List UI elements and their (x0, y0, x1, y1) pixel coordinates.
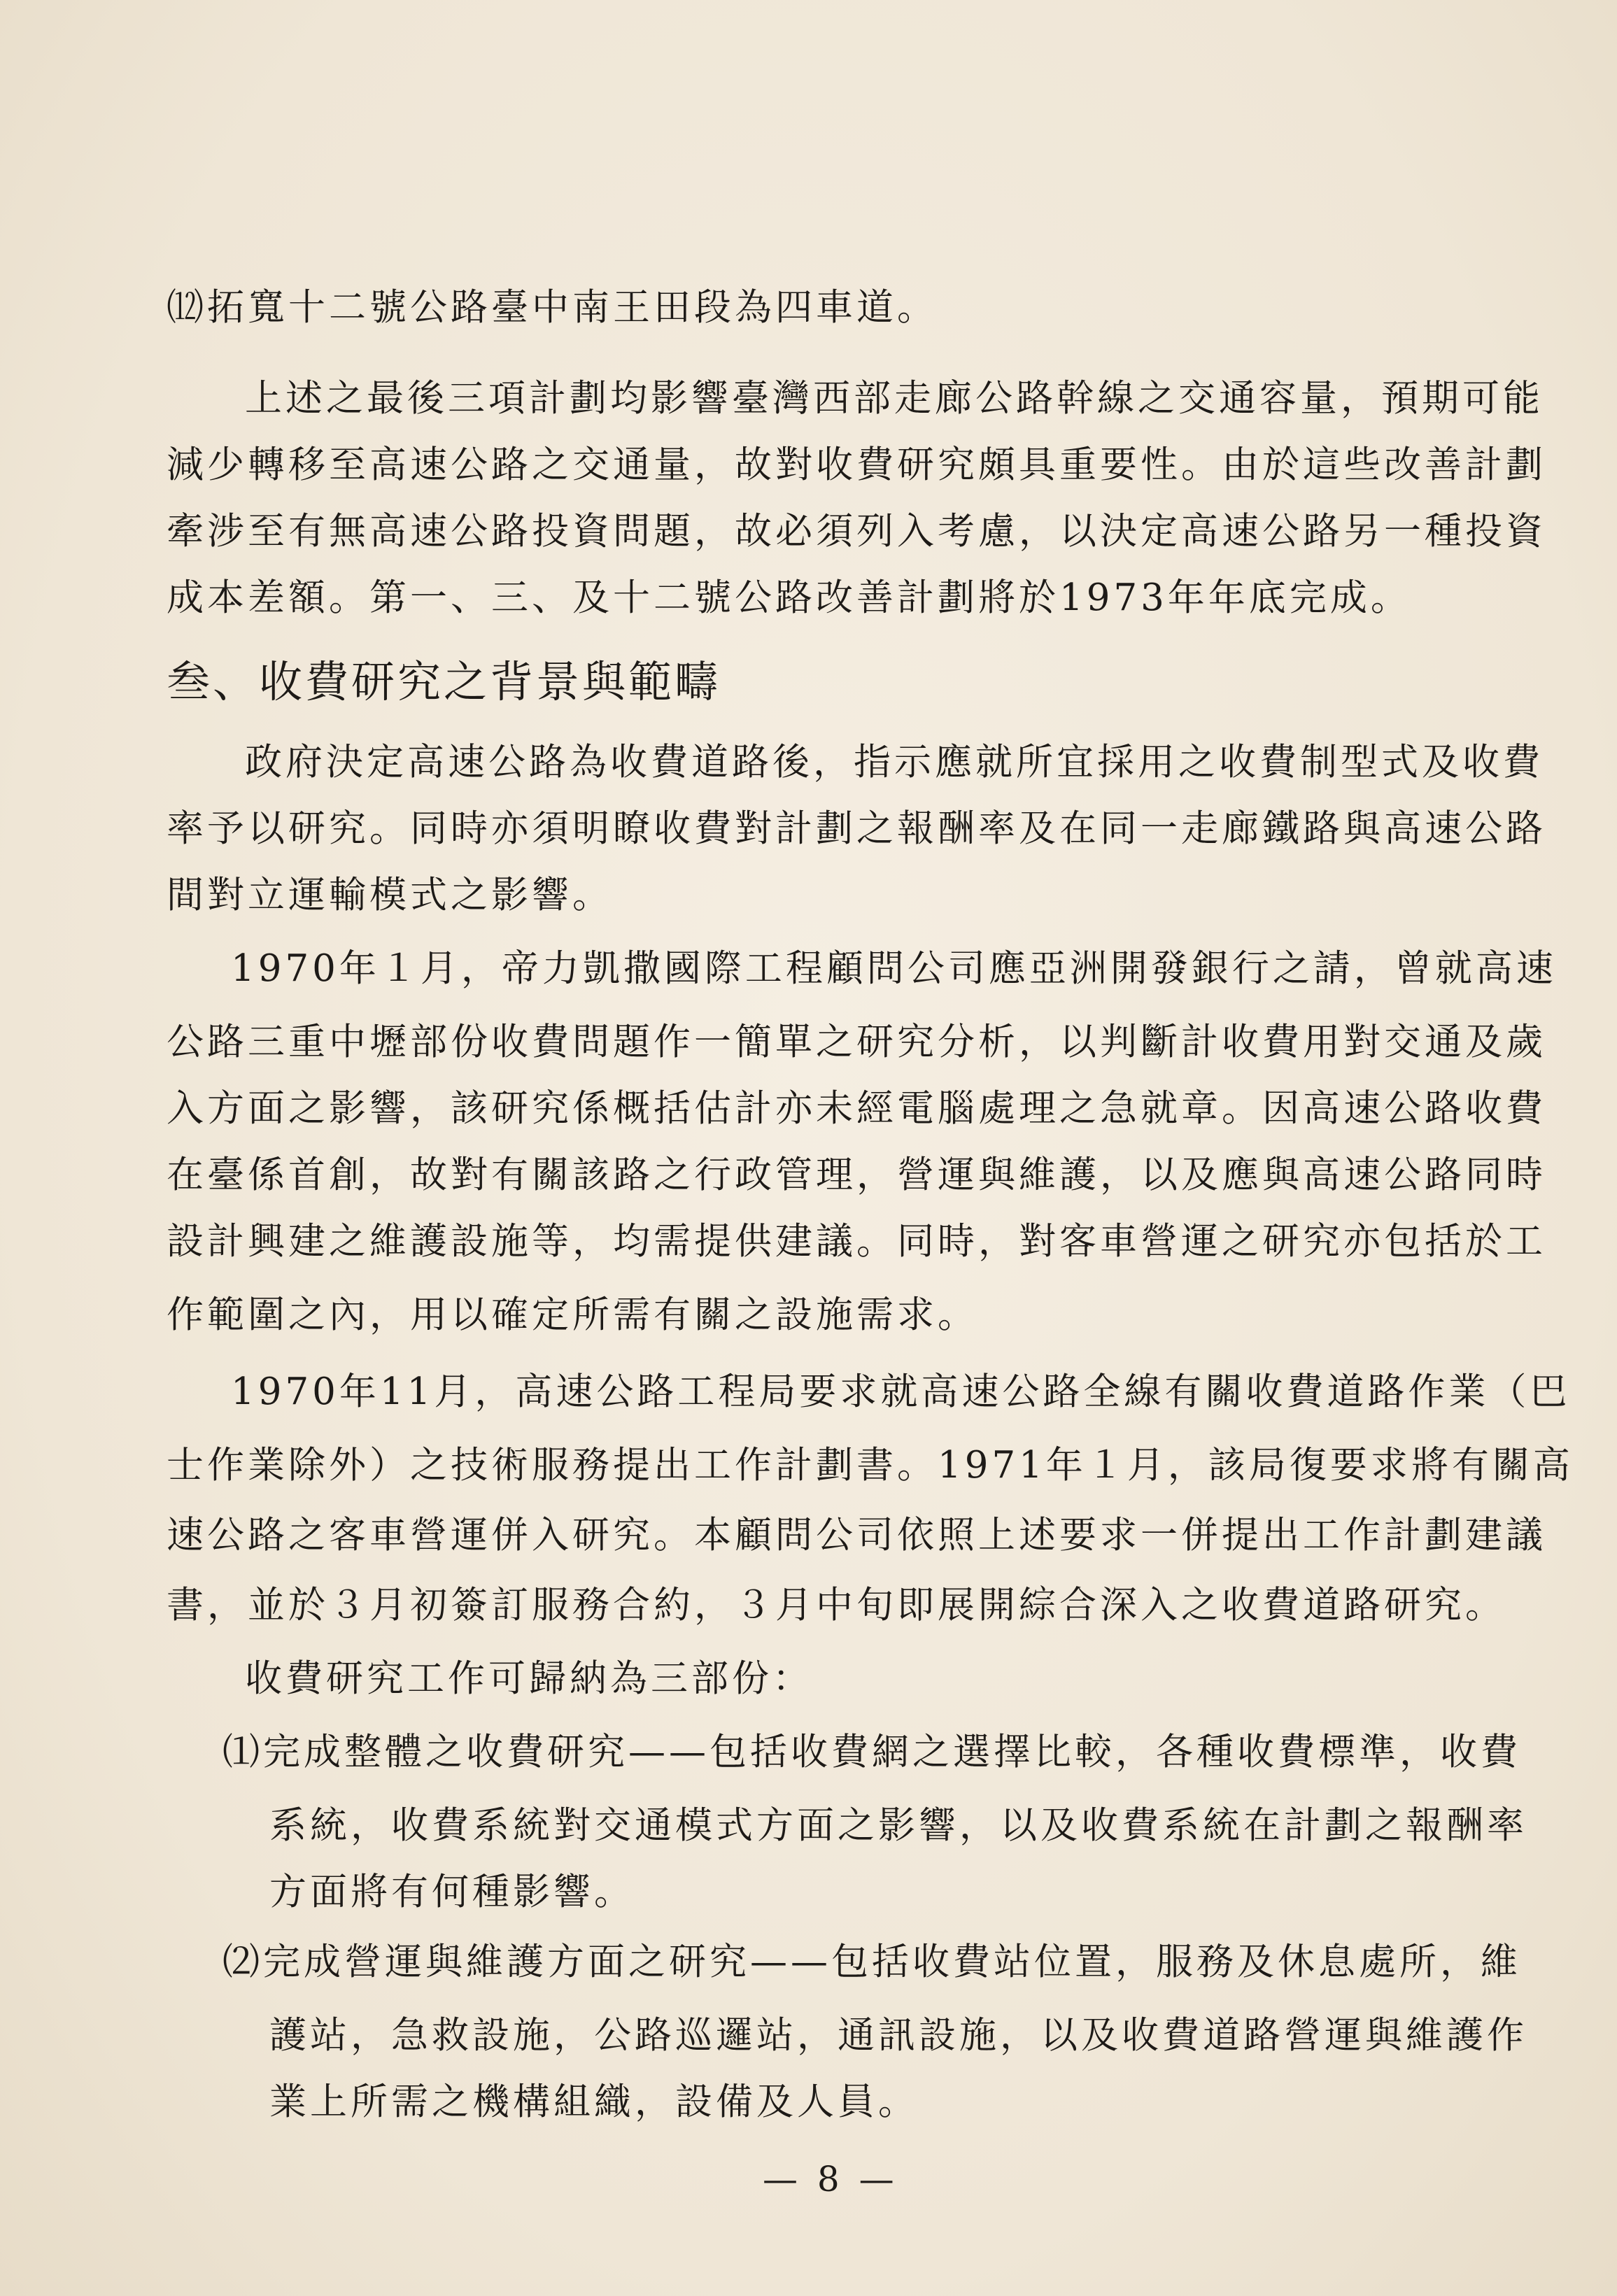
list-item-2: ⑵完成營運與維護方面之研究——包括收費站位置，服務及休息處所，維 (223, 1941, 1521, 1983)
paragraph-line: 入方面之影響，該研究係概括估計亦未經電腦處理之急就章。因高速公路收費 (167, 1087, 1546, 1130)
paragraph-line: 速公路之客車營運併入研究。本顧問公司依照上述要求一併提出工作計劃建議 (167, 1514, 1546, 1557)
paragraph-line: 1970年11月，高速公路工程局要求就高速公路全線有關收費道路作業（巴 (231, 1370, 1571, 1413)
paragraph-line: 收費研究工作可歸納為三部份： (245, 1657, 813, 1700)
paragraph-line: 成本差額。第一、三、及十二號公路改善計劃將於1973年年底完成。 (167, 576, 1411, 619)
paragraph-line: 率予以研究。同時亦須明瞭收費對計劃之報酬率及在同一走廊鐵路與高速公路 (167, 807, 1546, 850)
section-heading: 叁、收費研究之背景與範疇 (167, 656, 721, 707)
page-number: — 8 — (763, 2159, 898, 2199)
paragraph-line: 牽涉至有無高速公路投資問題，故必須列入考慮，以決定高速公路另一種投資 (167, 510, 1546, 553)
paragraph-line: 1970年１月，帝力凱撒國際工程顧問公司應亞洲開發銀行之請，曾就高速 (231, 947, 1557, 990)
paragraph-line: 間對立運輸模式之影響。 (167, 874, 613, 916)
paragraph-line: 上述之最後三項計劃均影響臺灣西部走廊公路幹線之交通容量，預期可能 (245, 377, 1544, 420)
paragraph-line: 士作業除外）之技術服務提出工作計劃書。1971年１月，該局復要求將有關高 (167, 1444, 1574, 1487)
paragraph-line: 政府決定高速公路為收費道路後，指示應就所宜採用之收費制型式及收費 (245, 741, 1544, 784)
paragraph-line: 公路三重中壢部份收費問題作一簡單之研究分析，以判斷計收費用對交通及歲 (167, 1021, 1546, 1063)
list-item-1-line: 方面將有何種影響。 (269, 1871, 635, 1913)
paragraph-line: 在臺係首創，故對有關該路之行政管理，營運與維護，以及應與高速公路同時 (167, 1154, 1546, 1196)
list-item-2-line: 業上所需之機構組織，設備及人員。 (269, 2081, 919, 2123)
paragraph-line: 書，並於３月初簽訂服務合約，３月中旬即展開綜合深入之收費道路研究。 (167, 1584, 1506, 1627)
paragraph-line: 減少轉移至高速公路之交通量，故對收費研究頗具重要性。由於這些改善計劃 (167, 444, 1546, 486)
list-item-12: ⑿拓寬十二號公路臺中南王田段為四車道。 (167, 286, 938, 329)
paragraph-line: 設計興建之維護設施等，均需提供建議。同時，對客車營運之研究亦包括於工 (167, 1220, 1546, 1263)
list-item-1-line: 系統，收費系統對交通模式方面之影響，以及收費系統在計劃之報酬率 (269, 1804, 1527, 1847)
list-item-1: ⑴完成整體之收費研究——包括收費網之選擇比較，各種收費標準，收費 (223, 1731, 1521, 1773)
paragraph-line: 作範圍之內，用以確定所需有關之設施需求。 (167, 1294, 978, 1336)
list-item-2-line: 護站，急救設施，公路巡邏站，通訊設施，以及收費道路營運與維護作 (269, 2014, 1527, 2057)
